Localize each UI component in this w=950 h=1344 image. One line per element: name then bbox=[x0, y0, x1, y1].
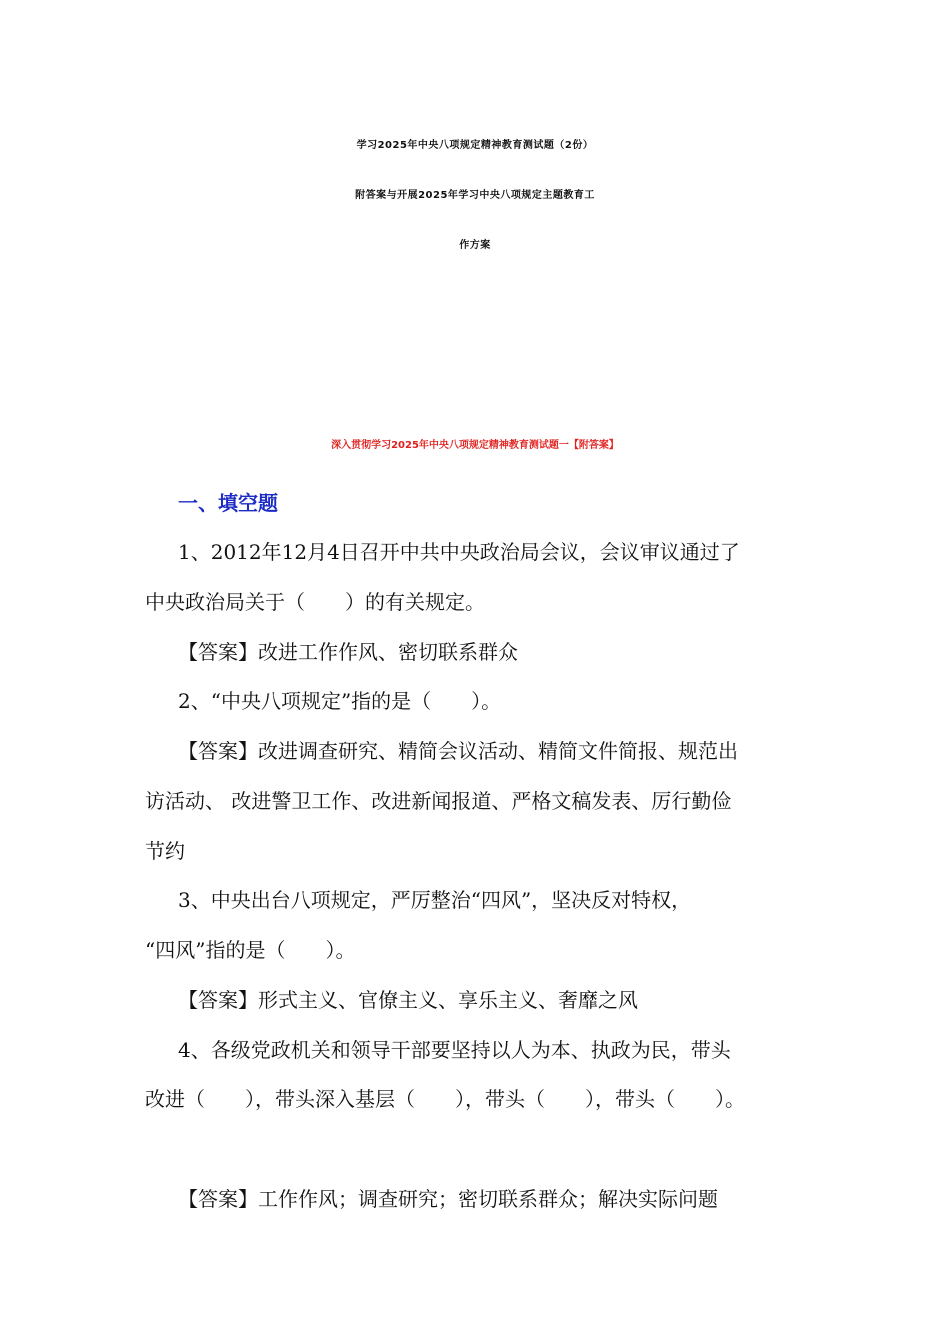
sub-heading-fill-in-blank: 一、填空题 bbox=[178, 491, 278, 515]
answer-2-line-2: 访活动、 改进警卫工作、改进新闻报道、严格文稿发表、厉行勤俭 bbox=[145, 789, 732, 813]
document-title-line-1: 学习2025年中央八项规定精神教育测试题（2份） bbox=[356, 140, 594, 151]
question-1-line-1: 1、2012年12月4日召开中共中央政治局会议，会议审议通过了 bbox=[178, 540, 740, 564]
answer-3: 【答案】形式主义、官僚主义、享乐主义、奢靡之风 bbox=[178, 988, 638, 1012]
question-3-line-1: 3、中央出台八项规定，严厉整治“四风”，坚决反对特权， bbox=[178, 888, 692, 912]
question-4-line-1: 4、各级党政机关和领导干部要坚持以人为本、执政为民，带头 bbox=[178, 1038, 731, 1062]
section-title: 深入贯彻学习2025年中央八项规定精神教育测试题一【附答案】 bbox=[331, 440, 619, 451]
answer-4: 【答案】工作作风；调查研究；密切联系群众；解决实际问题 bbox=[178, 1187, 718, 1211]
question-4-line-2: 改进（ ），带头深入基层（ ），带头（ ），带头（ ）。 bbox=[145, 1087, 745, 1111]
document-title-line-3: 作方案 bbox=[459, 240, 491, 251]
question-1-line-2: 中央政治局关于（ ）的有关规定。 bbox=[145, 590, 485, 614]
answer-2-line-3: 节约 bbox=[145, 839, 185, 863]
document-title-line-2: 附答案与开展2025年学习中央八项规定主题教育工 bbox=[355, 190, 595, 201]
answer-1: 【答案】改进工作作风、密切联系群众 bbox=[178, 640, 518, 664]
answer-2-line-1: 【答案】改进调查研究、精简会议活动、精简文件简报、规范出 bbox=[178, 739, 738, 763]
question-2: 2、“中央八项规定”指的是（ ）。 bbox=[178, 689, 502, 713]
question-3-line-2: “四风”指的是（ ）。 bbox=[145, 938, 356, 962]
